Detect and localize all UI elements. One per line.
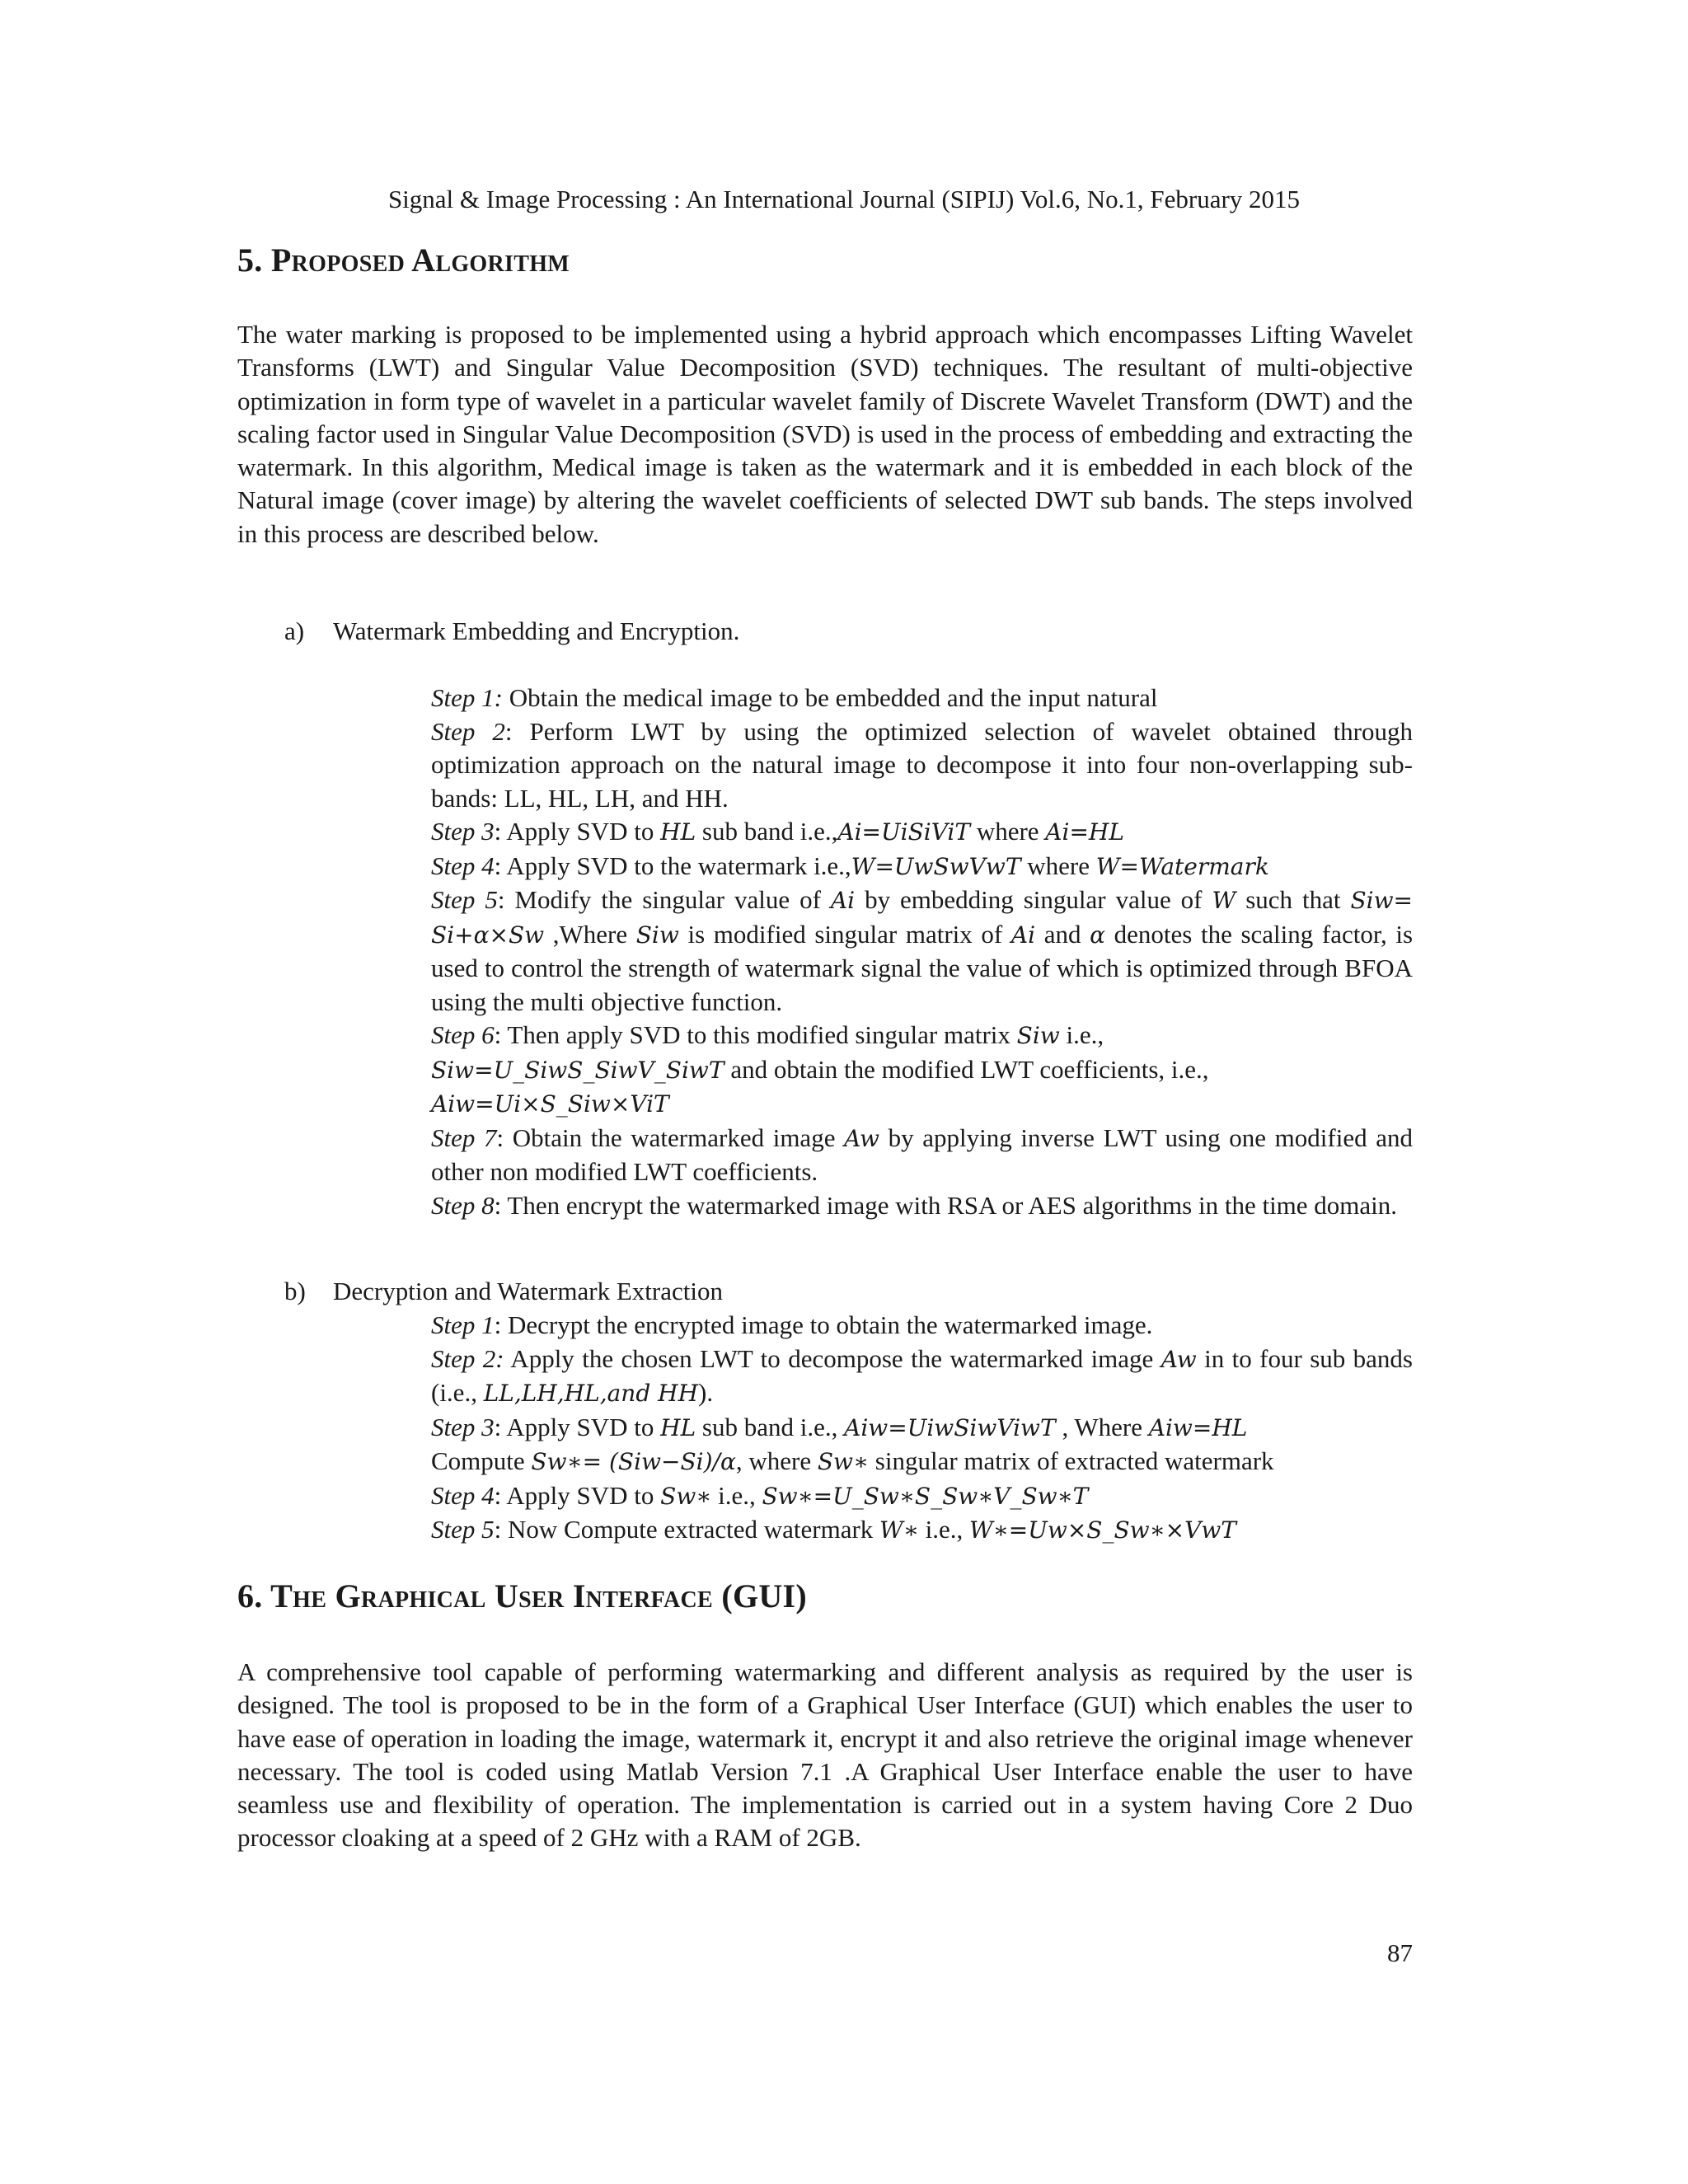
extract-step-4: Step 4: Apply SVD to Sw∗ i.e., Sw∗=U_Sw∗S_Sw∗V_Sw∗T (431, 1480, 1089, 1510)
embed-step-3: Step 3: Apply SVD to HL sub band i.e.,Ai=UiSiViT where Ai=HL (431, 817, 1124, 846)
extraction-steps (431, 1309, 1413, 1548)
embed-step-2: Step 2: Perform LWT by using the optimized selection of wavelet obtained through optimization approach on the natural image to decompose it into four non-overlapping sub-bands: LL, HL, LH, and HH. (431, 716, 1414, 813)
extract-compute: Compute Sw∗= (Siw−Si)/α, where Sw∗ singular matrix of extracted watermark (431, 1446, 1274, 1475)
embed-step-6: Step 6: Then apply SVD to this modified singular matrix Siw i.e., Siw=U_SiwS_SiwV_SiwT and obtain the modified LWT coefficients, i.e., Aiw=Ui×S_Siw×ViT (431, 1020, 1209, 1118)
extract-step-3: Step 3: Apply SVD to HL sub band i.e., Aiw=UiwSiwViwT , Where Aiw=HL (431, 1412, 1248, 1441)
extract-step-5: Step 5: Now Compute extracted watermark W∗ i.e., W∗=Uw×S_Sw∗×VwT (431, 1515, 1236, 1544)
section-5-paragraph: The water marking is proposed to be implemented using a hybrid approach which encompasses Lifting Wavelet Transforms (LWT) and Singular Value Decomposition (SVD) techniques. The resultant of multi-objective optimization in form type of wavelet in a particular wavelet family of Discrete Wavelet Transform (DWT) and the scaling factor used in Singular Value Decomposition (SVD) is used in the process of embedding and extracting the watermark. In this algorithm, Medical image is taken as the watermark and it is embedded in each block of the Natural image (cover image) by altering the wavelet coefficients of selected DWT sub bands. The steps involved in this process are described below. (237, 320, 1413, 548)
extract-step-1: Step 1: Decrypt the encrypted image to obtain the watermarked image. (431, 1310, 1153, 1339)
part-a-marker: a) (284, 616, 305, 645)
running-header: Signal & Image Processing : An International Journal (SIPIJ) Vol.6, No.1, February 2015 (387, 185, 1301, 213)
section-6-paragraph: A comprehensive tool capable of performing watermarking and different analysis as required by the user is designed. The tool is proposed to be in the form of a Graphical User Interface (GUI) which enables the user to have ease of operation in loading the image, watermark it, encrypt it and also retrieve the original image whenever necessary. The tool is coded using Matlab Version 7.1 .A Graphical User Interface enable the user to have seamless use and flexibility of operation. The implementation is carried out in a system having Core 2 Duo processor cloaking at a speed of 2 GHz with a RAM of 2GB. (237, 1657, 1413, 1853)
part-b-marker: b) (284, 1277, 306, 1305)
embed-step-4: Step 4: Apply SVD to the watermark i.e.,W=UwSwVwT where W=Watermark (431, 851, 1269, 880)
embedding-steps (431, 682, 1413, 1222)
embed-step-8: Step 8: Then encrypt the watermarked image with RSA or AES algorithms in the time domain. (431, 1190, 1398, 1220)
extract-step-2: Step 2: Apply the chosen LWT to decompose the watermarked image Aw in to four sub bands (i.e., LL,LH,HL,and HH). (431, 1343, 1413, 1407)
part-a-title: Watermark Embedding and Encryption. (333, 616, 740, 645)
embed-step-5: Step 5: Modify the singular value of Ai by embedding singular value of W such that Siw= Si+α×Sw ,Where Siw is modified singular matrix of Ai and α denotes the scaling factor, is used to control the strength of watermark signal the value of which is optimized through BFOA using the multi objective function. (431, 885, 1414, 1016)
embed-step-1: Step 1: Obtain the medical image to be embedded and the input natural (431, 683, 1158, 712)
page-number: 87 (1387, 1938, 1413, 1967)
part-b-title: Decryption and Watermark Extraction (333, 1277, 723, 1305)
embed-step-7: Step 7: Obtain the watermarked image Aw by applying inverse LWT using one modified and other non modified LWT coefficients. (431, 1122, 1414, 1186)
section-6-heading: 6. The Graphical User Interface (GUI) (237, 1577, 808, 1615)
section-5-heading: 5. Proposed Algorithm (237, 241, 570, 279)
